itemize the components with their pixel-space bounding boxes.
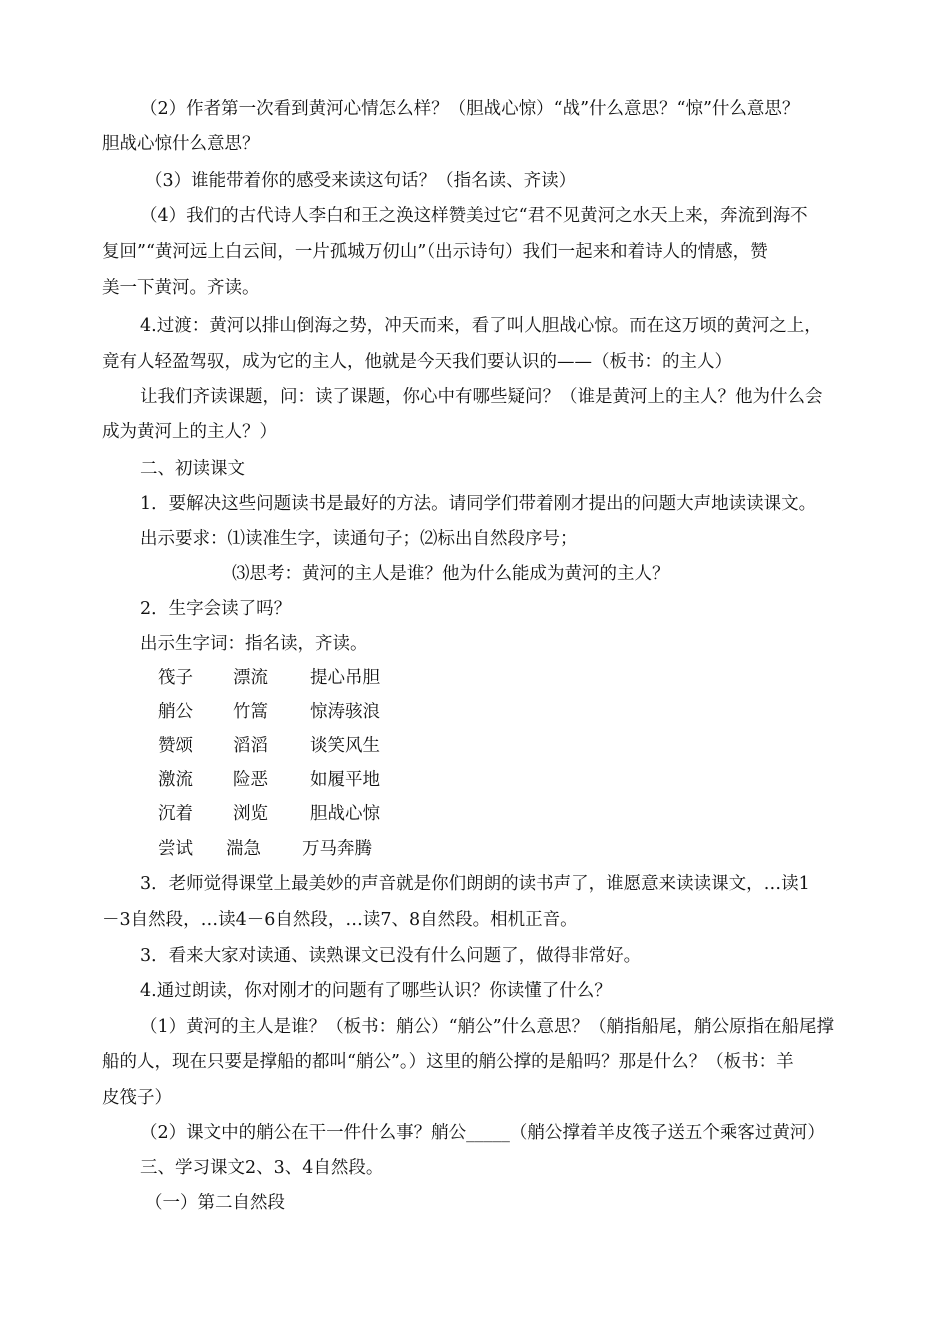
vocab-word: 如履平地 xyxy=(310,770,380,790)
paragraph-line: 3．老师觉得课堂上最美妙的声音就是你们朗朗的读书声了，谁愿意来读读课文，…读1 xyxy=(140,874,810,894)
paragraph-line: 1．要解决这些问题读书是最好的方法。请同学们带着刚才提出的问题大声地读读课文。 xyxy=(140,494,817,514)
subsection-heading: （一）第二自然段 xyxy=(145,1193,285,1213)
vocab-row xyxy=(0,667,950,689)
vocab-row xyxy=(0,803,950,825)
section-heading: 二、初读课文 xyxy=(140,459,245,479)
vocab-word: 提心吊胆 xyxy=(310,668,380,688)
paragraph-line: （3）谁能带着你的感受来读这句话？（指名读、齐读） xyxy=(145,171,577,191)
vocab-word: 惊涛骇浪 xyxy=(310,702,380,722)
vocab-word: 激流 xyxy=(158,770,193,790)
paragraph-line: （1）黄河的主人是谁？（板书：艄公）“艄公”什么意思？（艄指船尾，艄公原指在船尾撑 xyxy=(140,1017,835,1037)
paragraph-line: ⑶思考：黄河的主人是谁？他为什么能成为黄河的主人？ xyxy=(232,564,670,584)
vocab-word: 浏览 xyxy=(233,804,268,824)
vocab-word: 沉着 xyxy=(158,804,193,824)
paragraph-line: 3．看来大家对读通、读熟课文已没有什么问题了，做得非常好。 xyxy=(140,946,642,966)
paragraph-line: 成为黄河上的主人？） xyxy=(102,422,277,442)
paragraph-line: 出示要求：⑴读准生字，读通句子；⑵标出自然段序号； xyxy=(140,529,578,549)
paragraph-line: 4.过渡：黄河以排山倒海之势，冲天而来，看了叫人胆战心惊。而在这万顷的黄河之上， xyxy=(140,316,822,336)
vocab-word: 谈笑风生 xyxy=(310,736,380,756)
vocab-word: 湍急 xyxy=(226,839,261,859)
vocab-row xyxy=(0,735,950,757)
paragraph-line: 胆战心惊什么意思？ xyxy=(102,134,260,154)
vocab-word: 筏子 xyxy=(158,668,193,688)
vocab-row xyxy=(0,769,950,791)
paragraph-line: （2）课文中的艄公在干一件什么事？艄公_____（艄公撑着羊皮筏子送五个乘客过黄河） xyxy=(140,1123,825,1143)
paragraph-line: 皮筏子） xyxy=(102,1088,172,1108)
vocab-word: 尝试 xyxy=(158,839,193,859)
paragraph-line: 美一下黄河。齐读。 xyxy=(102,278,260,298)
vocab-row xyxy=(0,701,950,723)
paragraph-line: 2．生字会读了吗？ xyxy=(140,599,292,619)
paragraph-line: （4）我们的古代诗人李白和王之涣这样赞美过它“君不见黄河之水天上来，奔流到海不 xyxy=(140,206,808,226)
paragraph-line: 4.通过朗读，你对刚才的问题有了哪些认识？你读懂了什么？ xyxy=(140,981,612,1001)
vocab-word: 漂流 xyxy=(233,668,268,688)
paragraph-line: 出示生字词：指名读，齐读。 xyxy=(140,634,368,654)
paragraph-line: 复回”“黄河远上白云间，一片孤城万仞山”（出示诗句）我们一起来和着诗人的情感，赞 xyxy=(102,242,768,262)
paragraph-line: 竟有人轻盈驾驭，成为它的主人，他就是今天我们要认识的——（板书：的主人） xyxy=(102,352,732,372)
vocab-word: 赞颂 xyxy=(158,736,193,756)
vocab-row xyxy=(0,838,950,860)
paragraph-line: （2）作者第一次看到黄河心情怎么样？（胆战心惊）“战”什么意思？“惊”什么意思？ xyxy=(140,99,800,119)
vocab-word: 万马奔腾 xyxy=(302,839,372,859)
vocab-word: 艄公 xyxy=(158,702,193,722)
vocab-word: 胆战心惊 xyxy=(310,804,380,824)
vocab-word: 滔滔 xyxy=(233,736,268,756)
vocab-word: 险恶 xyxy=(233,770,268,790)
paragraph-line: －3自然段，…读4－6自然段，…读7、8自然段。相机正音。 xyxy=(102,910,578,930)
section-heading: 三、学习课文2、3、4自然段。 xyxy=(140,1158,384,1178)
vocab-word: 竹篙 xyxy=(233,702,268,722)
paragraph-line: 船的人，现在只要是撑船的都叫“艄公”。）这里的艄公撑的是船吗？那是什么？（板书：羊 xyxy=(102,1052,794,1072)
paragraph-line: 让我们齐读课题，问：读了课题，你心中有哪些疑问？（谁是黄河上的主人？他为什么会 xyxy=(140,387,823,407)
